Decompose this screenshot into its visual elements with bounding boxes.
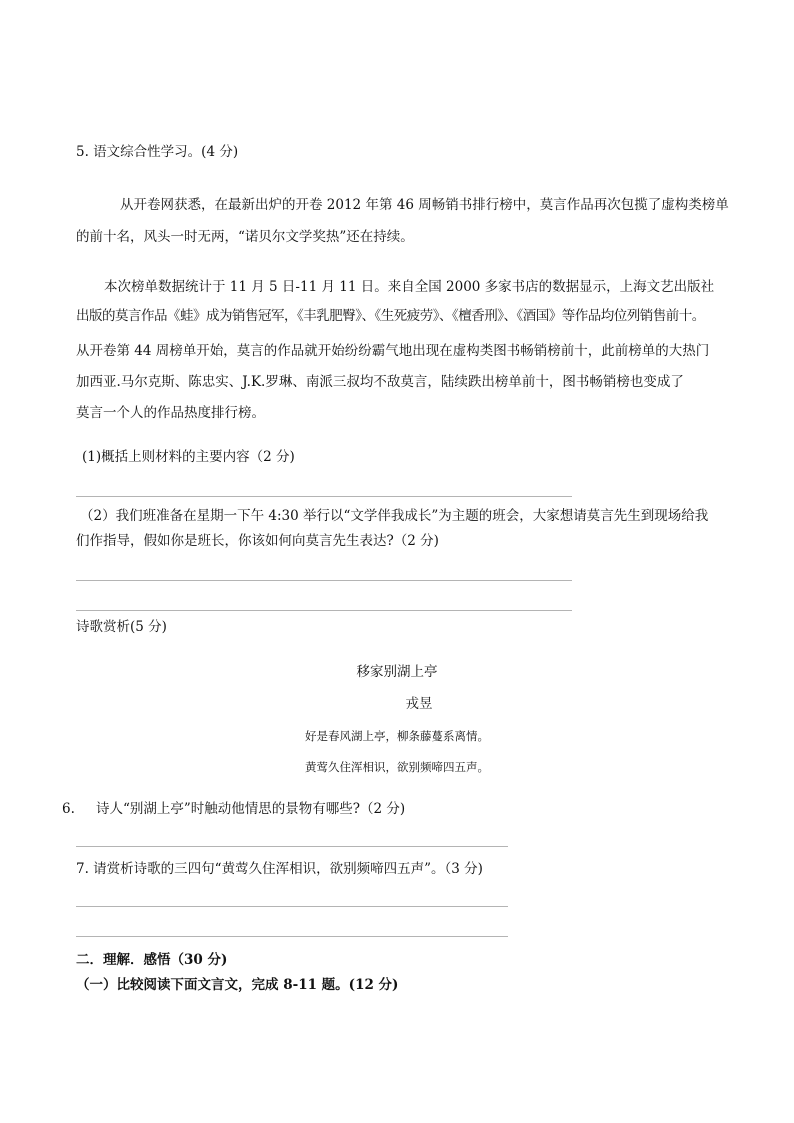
answer-line <box>76 846 508 847</box>
poem-author: 戎昱 <box>405 696 433 712</box>
q5-subquestion-1: (1)概括上则材料的主要内容（2 分) <box>82 449 295 465</box>
section-2-subheading: （一）比较阅读下面文言文，完成 8-11 题。(12 分) <box>76 977 399 993</box>
poem-title: 移家别湖上亭 <box>356 664 438 680</box>
question-5-heading: 5. 语文综合性学习。(4 分) <box>76 144 239 160</box>
q5-para2-line4: 加西亚.马尔克斯、陈忠实、J.K.罗琳、南派三叔均不敌莫言，陆续跌出榜单前十，图书畅销榜也变成了 <box>76 374 684 390</box>
answer-line <box>76 610 572 611</box>
question-6-text: 诗人“别湖上亭”时触动他情思的景物有哪些?（2 分) <box>96 801 406 817</box>
q5-para2-line1: 本次榜单数据统计于 11 月 5 日-11 月 11 日。来自全国 2000 多家书店的数据显示，上海文艺出版社 <box>104 279 715 295</box>
question-6-number: 6. <box>62 801 75 817</box>
poem-line-1: 好是春风湖上亭，柳条藤蔓系离情。 <box>305 729 489 743</box>
q5-para2-line3: 从开卷第 44 周榜单开始，莫言的作品就开始纷纷霸气地出现在虚构类图书畅销榜前十，此前榜单的大热门 <box>76 343 710 359</box>
section-2-heading: 二．理解．感悟（30 分) <box>76 952 228 968</box>
poetry-section-heading: 诗歌赏析(5 分) <box>76 619 167 635</box>
question-7-text: 7. 请赏析诗歌的三四句“黄莺久住浑相识，欲别频啼四五声”。（3 分) <box>76 861 483 877</box>
q5-subquestion-2-line2: 们作指导，假如你是班长，你该如何向莫言先生表达?（2 分) <box>76 533 439 549</box>
poem-line-2: 黄莺久住浑相识，欲别频啼四五声。 <box>305 760 489 774</box>
answer-line <box>76 936 508 937</box>
answer-line <box>76 906 508 907</box>
q5-subquestion-2-line1: （2）我们班准备在星期一下午 4:30 举行以“文学伴我成长”为主题的班会，大家想请莫言先生到现场给我 <box>80 508 709 524</box>
answer-line <box>76 580 572 581</box>
q5-para1-line1: 从开卷网获悉，在最新出炉的开卷 2012 年第 46 周畅销书排行榜中，莫言作品再次包揽了虚构类榜单 <box>120 197 729 213</box>
answer-line <box>76 496 572 497</box>
q5-para2-line2: 出版的莫言作品《蛙》成为销售冠军，《丰乳肥臀》、《生死疲劳》、《檀香刑》、《酒国》等作品均位列销售前十。 <box>76 308 705 324</box>
q5-para2-line5: 莫言一个人的作品热度排行榜。 <box>76 405 265 421</box>
q5-para1-line2: 的前十名，风头一时无两，“诺贝尔文学奖热”还在持续。 <box>76 229 414 245</box>
